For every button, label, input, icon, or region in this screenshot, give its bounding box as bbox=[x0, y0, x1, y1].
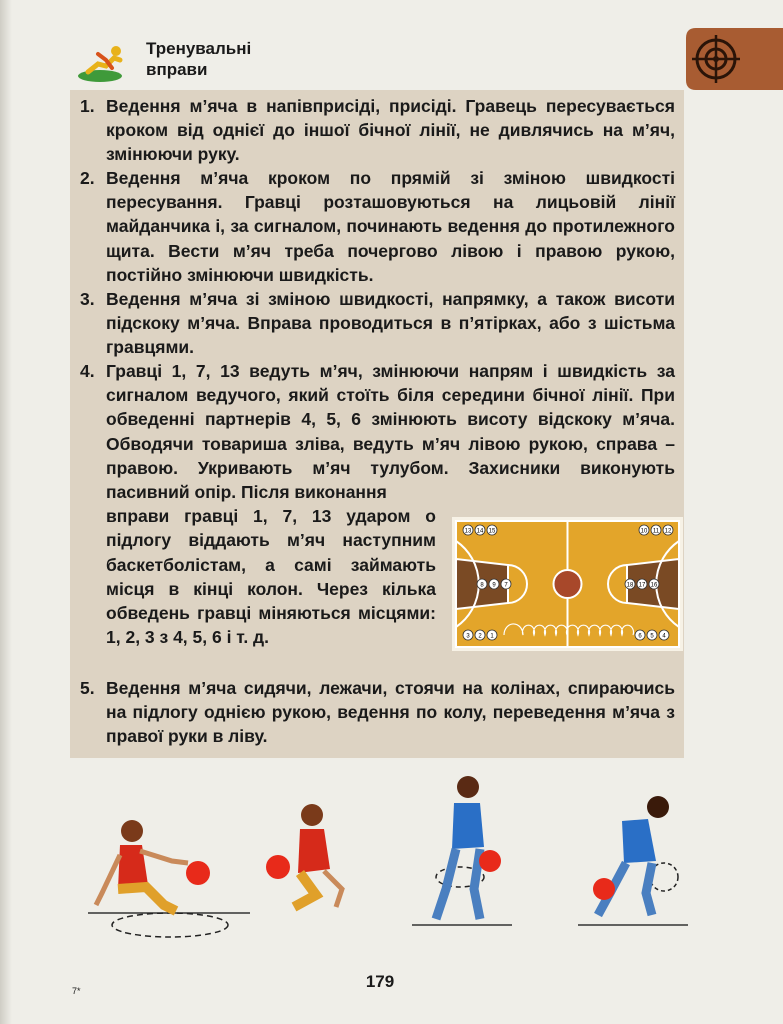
target-icon bbox=[686, 28, 783, 90]
standing-dribble-figure-1 bbox=[412, 776, 512, 925]
exercise-text-continued: вправи гравці 1, 7, 13 ударом о підлогу віддають м’яч наступним баскетболістам, а самі займають місця в кінці колон. Через кілька обведень гравці міняються місцями: 1, 2, 3 з 4, 5, 6 і т. д. bbox=[106, 506, 436, 648]
footnote-marker: 7* bbox=[72, 986, 81, 996]
player-number: 16 bbox=[650, 582, 658, 589]
exercise-5 bbox=[80, 676, 675, 749]
exercise-number: 5. bbox=[80, 678, 95, 698]
page-edge bbox=[0, 0, 12, 1024]
running-figure-icon bbox=[76, 42, 138, 84]
player-number: 12 bbox=[664, 528, 672, 535]
basketball-court-diagram bbox=[452, 517, 683, 651]
exercise-number: 2. bbox=[80, 168, 95, 188]
player-number: 2 bbox=[478, 633, 482, 640]
player-number: 10 bbox=[640, 528, 648, 535]
player-number: 7 bbox=[504, 582, 508, 589]
page-number: 179 bbox=[365, 972, 395, 991]
player-number: 9 bbox=[492, 582, 496, 589]
player-number: 4 bbox=[662, 633, 666, 640]
exercise-2 bbox=[80, 166, 675, 287]
exercise-number: 1. bbox=[80, 96, 95, 116]
exercise-1 bbox=[80, 94, 675, 167]
player-number: 17 bbox=[638, 582, 646, 589]
exercise-number: 4. bbox=[80, 361, 95, 381]
exercise-3 bbox=[80, 287, 675, 360]
player-number: 13 bbox=[464, 528, 472, 535]
sitting-dribble-figure bbox=[88, 820, 250, 937]
exercise-text: Ведення м’яча в напівприсіді, присіді. Гравець пересувається кроком від однієї до іншої бічної лінії, не дивлячись на м’яч, змінюючи руку. bbox=[106, 96, 675, 165]
player-number: 8 bbox=[480, 582, 484, 589]
player-number: 15 bbox=[488, 528, 496, 535]
player-number: 18 bbox=[626, 582, 634, 589]
standing-dribble-figure-2 bbox=[578, 796, 688, 925]
player-number: 11 bbox=[652, 528, 660, 535]
exercise-text: Ведення м’яча сидячи, лежачи, стоячи на колінах, спираючись на підлогу однією рукою, ведення по колу, переведення м’яча з правої руки в ліву. bbox=[106, 678, 675, 747]
player-number: 6 bbox=[638, 633, 642, 640]
kneeling-dribble-figure bbox=[266, 804, 342, 907]
exercise-text: Гравці 1, 7, 13 ведуть м’яч, змінюючи напрям і швидкість за сигналом ведучого, який стоїть біля середини бічної лінії. При обведенні партнерів 4, 5, 6 змінюють висоту відскоку м’яча. Обводячи товариша зліва, ведуть м’яч лівою рукою, справа – правою. Укривають м’яч тулубом. Захисники виконують пасивний опір. Після виконання bbox=[106, 361, 675, 503]
player-number: 5 bbox=[650, 633, 654, 640]
dribbling-figures-illustration bbox=[80, 765, 700, 955]
exercise-text: Ведення м’яча зі зміною швидкості, напрямку, а також висоти підскоку м’яча. Вправа проводиться в п’ятірках, або з шістьма гравцями. bbox=[106, 289, 675, 358]
section-title: Тренувальні вправи bbox=[146, 39, 252, 79]
exercise-number: 3. bbox=[80, 289, 95, 309]
player-number: 14 bbox=[476, 528, 484, 535]
player-number: 3 bbox=[466, 633, 470, 640]
section-header bbox=[76, 38, 376, 88]
exercise-text: Ведення м’яча кроком по прямій зі зміною швидкості пересування. Гравці розташовуються на лицьовій лінії майданчика і, за сигналом, починають ведення до протилежного щита. Вести м’яч треба почергово лівою і правою рукою, постійно змінюючи швидкість. bbox=[106, 168, 675, 285]
player-number: 1 bbox=[490, 633, 494, 640]
